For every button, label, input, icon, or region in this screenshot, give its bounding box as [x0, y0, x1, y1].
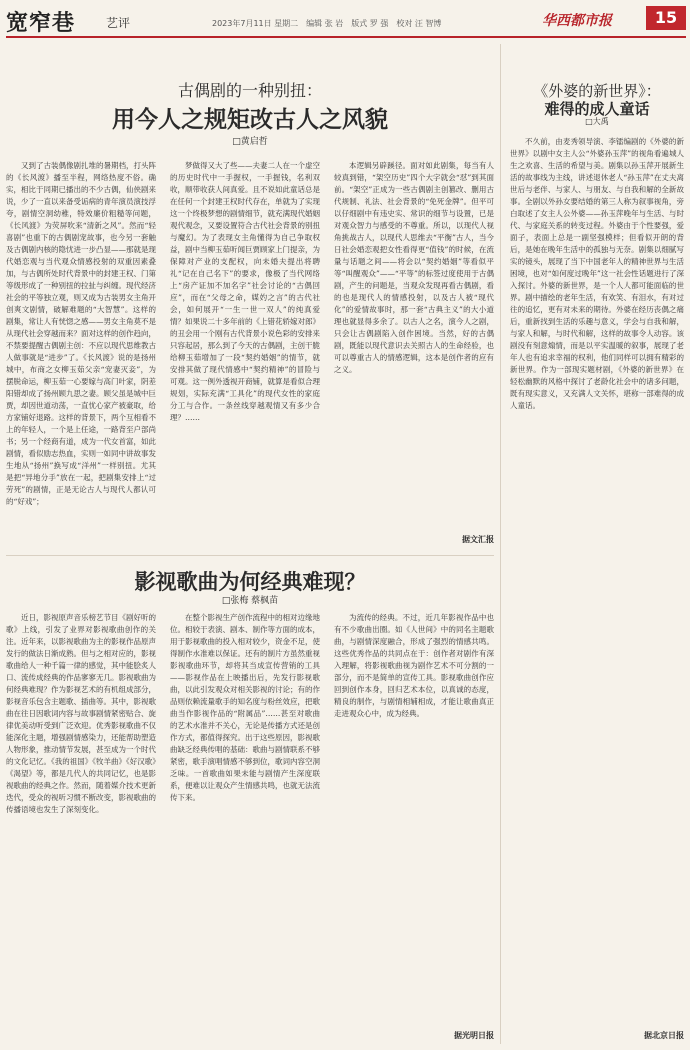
article1-text-2: 梦做得又大了些——夫妻二人在一个虚空的历史时代中一手握权，一手握钱，名利双收，顺带收获人间真爱。且不说如此童话总是在任何一个封建王权时代存在，单就为了实现这一个终极梦想的剧情细节，就充满现代婚姻观代观念，又要设置符合古代社会背景的别扭与魔幻。为了表现女主角懂得为自己争取权益，剧中当柳玉茹听闻巨贾顾家上门提亲，为保障对产业的支配权，向未婚夫提出将聘礼“记在自己名下”的要求，像极了当代网络上“房产证加不加名字”社会讨论的“古偶回应”，而在“父母之命，媒妁之言”的古代社会，如何展开“一生一世一双人”的纯真爱情？如果说二十多年前的《上错花轿嫁对郎》的丑会用一个刚有古代背景小说色彩的安排来只容起居，那么到了今天的古偶剧，主创干脆给柳玉茹增加了一段“契约婚姻”的情节，就安排其做了现代情感中“契约精神”的冒险与可观。这一例外透视开商铺，就算是看似合理规划，实际充满“工具化”的现代女性的家庭分工与合作。一条丝线穿越观情又有多少合理？…… [170, 161, 320, 422]
sidebar-column [510, 136, 684, 1026]
article1-title: 用今人之规矩改古人之风貌 [112, 106, 388, 133]
article-divider [6, 555, 494, 556]
article2-title: 影视歌曲为何经典难现？ [134, 569, 366, 594]
sidebar-byline: □大禹 [585, 117, 609, 126]
article2-text-2: 在整个影视生产创作流程中的相对边缘地位。相较于表演、剧本、制作等方面的成本，用于影视歌曲的投入相对较少，资金不足，使得制作水准难以保证。还有的制片方虽然重视影视歌曲环节，却将其当成宣传营销的工具——影视作品在上映播出后，先发行影视歌曲，以此引发观众对相关影视的讨论；有的作品则依赖流量歌手的知名度与粉丝效应，把歌曲当作影视作品的“附属品”……甚至对歌曲的艺术水准并不关心，无论是传播方式还是创作方式，都值得探究。出于这些原因，影视歌曲缺乏经典传唱的基础：歌曲与剧情联系不够紧密，歌手演唱情感不够到位，歌词内容空洞乏味。一首歌曲如果未能与剧情产生深度联系，便难以让观众产生情感共鸣，也就无法流传下来。 [170, 613, 320, 802]
article1-source: 据文汇报 [462, 534, 494, 544]
article1-byline: □黄启哲 [232, 137, 268, 147]
issue-meta: 2023年7月11日 星期二 编辑 张 岩 版式 罗 强 校对 汪 智博 [212, 19, 442, 28]
article1-column-3 [334, 160, 494, 534]
article2-text-1: 近日，影视原声音乐榜艺节目《剧好听的歌》上线，引发了业界对影视歌曲创作的关注。近年来，以影视歌曲为主的影视作品原声发行的做法日渐成熟。但与之相对应的，影视歌曲给人一种千篇一律的感觉，其中能脍炙人口、流传成经典的作品寥寥无几。影视歌曲为何经典难现？作为影视艺术的有机组成部分，影视音乐包含主题歌、插曲等。其中，影视歌曲在往日因歌词内容与故事剧情紧密贴合、旋律优美动听受到广泛欢迎。优秀影视歌曲不仅能深化主题，增强剧情感染力，还能帮助塑造人物形象，推动情节发展，甚至成为一个时代的文化记忆。《我的祖国》《牧羊曲》《好汉歌》《渴望》等，都是几代人的共同记忆，也是影视歌曲的经典之作。然而，随着媒介技术更新迭代，受众的视听习惯不断改变，影视歌曲的传播语境也发生了深刻变化。 [6, 613, 156, 814]
article1-column-2 [170, 160, 320, 546]
article1-text-1: 又到了古装偶像剧扎堆的暑期档，打头阵的《长风渡》播至半程，网络热度不俗。确实，相比于同期已播出的不少古偶，仙侠剧来说，少了一直以来备受诟病的青年演员演技浮夸，剧情空洞幼稚，特效廉价粗糙等问题，《长风渡》为荧屏吹来“清新之风”。然而“轻喜剧”也重下的古偶剧宠故事，也今另一套触及古偶剧内核的隐忧进一步凸显——那就是现代婚恋观与当代观众情感投射的双重因素叠加，与古偶所处时代背景中的封建王权、门第等级形成了一种别扭的拉扯与纠缠。现代经济社会的平等独立观，则又成为古装男女主角开创爽文剧情，破解难题的“大智慧”。这样的剧集，常让人有恍惚之感——男女主角莫不是从现代社会穿越而来？面对这样的创作趋向，不禁要提醒古偶剧主创：不应以现代思维教古人做事就是“进步”了。《长风渡》说的是扬州城中，布商之女柳玉茹父亲“宠妻灭妾”，为摆脱命运，柳玉茹一心要嫁与高门叶家，阴差阳错却成了扬州顾九思之妻。顾父虽是城中巨贾，却因世道动荡，一直忧心家产被豪取，给方家铺好退路。这样的背景下，两个互相看不上的年轻人，一个是上任途，一路背至户部尚书；另一个经商有道，成为一代女首富，如此剧情，看似励志热血，实则一如同中讲故事发生地从“扬州”换写成“洋州”一样别扭。尤其是把“异地分手”放在一起，把剧集安排上“过劳死”的剧情，正是无论古人与现代人都认可的“好戏”； [6, 161, 156, 506]
article2-byline: □张梅 蔡枫苗 [221, 596, 279, 606]
article2-source: 据光明日报 [454, 1030, 494, 1040]
article1-subtitle: 古偶剧的一种别扭： [177, 81, 322, 100]
column-name: 宽窄巷 [6, 10, 76, 36]
article1-text-3: 本逻辑另辟蹊径。面对如此剧集，每当有人较真到错，“架空历史”四个大字就会“怼”到其面前。“架空”正成为一些古偶剧主创篡改、删用古代规制、礼法、社会背景的“免死金牌”。但平可以仔细剧中有违史实、常识的细节与设置，已是对观众智力与感受的不尊重。所以，以现代人视角挑战古人，以现代人思维去“平衡”古人，当今日社会婚恋观把女性看得更“值钱”的时候，在流量与话题之间——将会以“契约婚姻”等看似平等“叫醒观众”——“平等”的标签过度使用于古偶剧，产生的问题是，当观众发现再看古偶剧，看的也是现代人的情感投射，以及古人被“现代化”的爱情故事时，那一套“古典主义”的大小道理也就显得多余了。以古人之名，演今人之剧，只会让古偶剧陷入创作困境。当然，好的古偶剧，既能以现代意识去关照古人的生命经验，也可以尊重古人的情感逻辑，这本是创作者的应有之义。 [334, 161, 494, 374]
article2-text-3: 为流传的经典。不过，近几年影视作品中也有不少歌曲出圈。如《人世间》中的同名主题歌曲，与剧情深度融合，形成了强烈的情感共鸣。这些优秀作品的共同点在于：创作者对剧作有深入理解，将影视歌曲视为剧作艺术不可分割的一部分，而不是简单的宣传工具。影视歌曲创作应回到创作本身，回归艺术本位，以真诚的态度，精良的制作，与剧情相辅相成，才能让歌曲真正走进观众心中，成为经典。 [334, 613, 494, 718]
article1-column-1 [6, 160, 156, 546]
header-rule [6, 36, 686, 38]
newspaper-logo: 华西都市报 [542, 13, 612, 29]
column-subtitle: 艺评 [106, 16, 131, 30]
article2-column-2 [170, 612, 320, 1042]
article2-column-3 [334, 612, 494, 1028]
page-number-badge: 15 [646, 6, 686, 30]
column-divider [500, 44, 501, 1044]
sidebar-title-line2: 难得的成人童话 [544, 100, 650, 118]
page-header [0, 0, 690, 36]
sidebar-text: 不久前，由麦秀领导演、李镭编剧的《外婆的新世界》以剧中女主人公“外婆孙玉萍”的视角看遍城人生之欢喜、生活的希望与美。剧集以孙玉萍开展新生活的故事线为主线，讲述退休老人“孙玉萍”在丈夫离世后与老伴、与家人、与朋友、与自我和解的全新故事。全剧以外孙女要结婚的第三人称为叙事视角，旁白取述了女主人公外婆——孙玉萍晚年与生活、与时代、与家庭关系的转变过程。外婆由于个性要强，爱面子，表面上总是一副坚强模样；但看似开朗的背后，是她在晚年生活中的孤独与无奈。剧集以细腻写实的镜头，展现了当下中国老年人的精神世界与生活困境，也对“如何度过晚年”这一社会性话题进行了深入探讨。外婆的新世界，是一个人人都可能面临的世界。剧中描绘的老年生活，有欢笑、有泪水，有对过往的追忆，更有对未来的期待。外婆在经历丧偶之痛后，重新找到生活的乐趣与意义，学会与自我和解，与家人和解，与时代和解，这样的故事令人动容。该剧没有刻意煽情，而是以平实温暖的叙事，展现了老年人也有追求幸福的权利，他们同样可以拥有精彩的新世界。作为一部现实题材剧，《外婆的新世界》在轻松幽默的风格中探讨了老龄化社会中的诸多问题，既有现实意义，又充满人文关怀，堪称一部难得的成人童话。 [510, 137, 684, 410]
sidebar-source: 据北京日报 [644, 1030, 684, 1040]
article2-column-1 [6, 612, 156, 1042]
sidebar-title-line1: 《外婆的新世界》： [533, 82, 661, 100]
